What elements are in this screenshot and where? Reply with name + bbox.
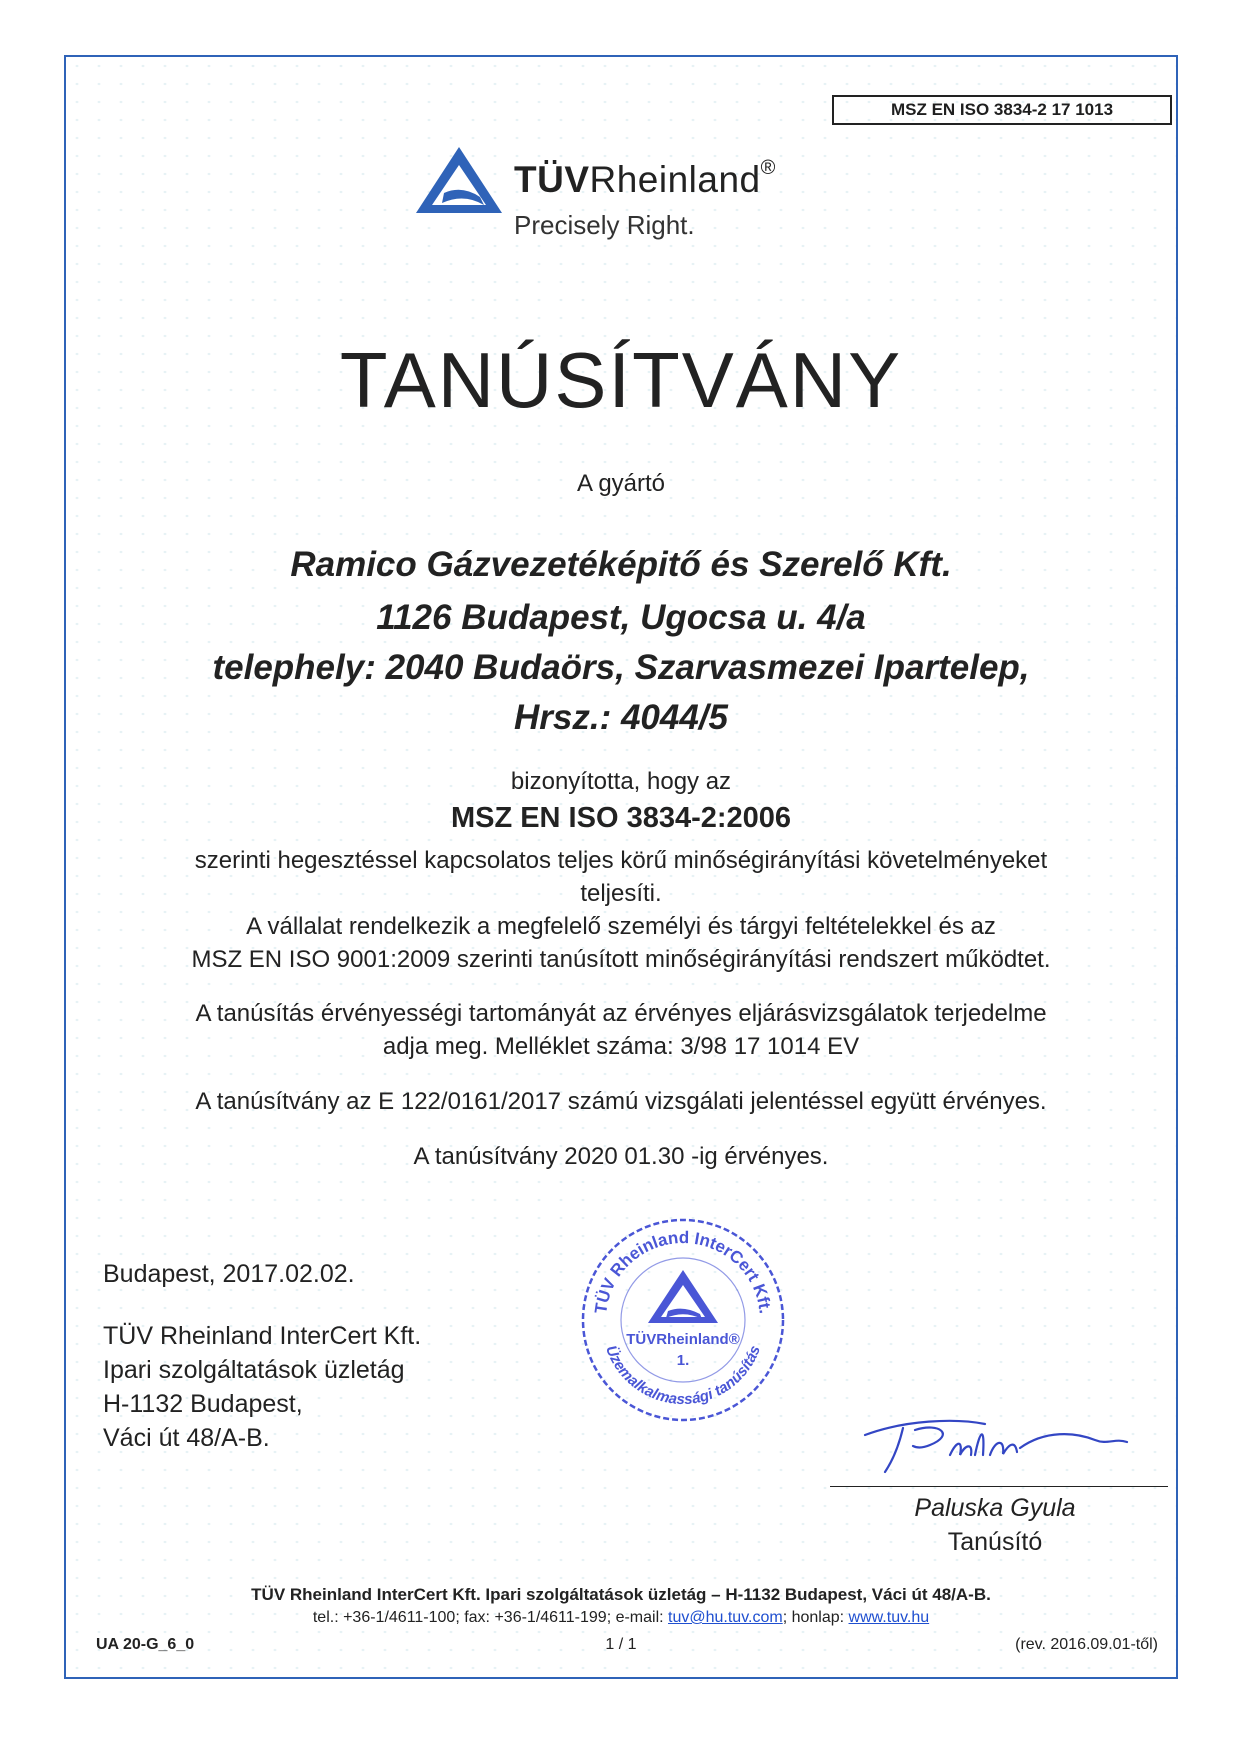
brand-name: TÜVRheinland®	[514, 157, 776, 200]
form-code: UA 20-G_6_0	[96, 1636, 195, 1653]
signer-role: Tanúsító	[947, 1528, 1043, 1556]
svg-text:TÜV Rheinland InterCert Kft.: TÜV Rheinland InterCert Kft.	[591, 1227, 775, 1315]
revision-note: (rev. 2016.09.01-től)	[1015, 1636, 1158, 1653]
company-parcel: Hrsz.: 4044/5	[513, 698, 729, 737]
tuv-logo	[414, 145, 834, 245]
signature-line	[830, 1486, 1168, 1487]
proved-text: bizonyította, hogy az	[510, 768, 732, 795]
tuv-triangle-logo-icon	[414, 145, 504, 215]
issuer-line-4: Váci út 48/A-B.	[103, 1424, 270, 1452]
company-address: 1126 Budapest, Ugocsa u. 4/a	[376, 598, 866, 637]
footer-organization: TÜV Rheinland InterCert Kft. Ipari szolgáltatások üzletág – H-1132 Budapest, Váci út 48/A-B.	[251, 1585, 991, 1604]
company-name: Ramico Gázvezetéképitő és Szerelő Kft.	[290, 545, 952, 584]
issuer-line-3: H-1132 Budapest,	[103, 1390, 303, 1418]
email-link[interactable]: tuv@hu.tuv.com	[668, 1609, 783, 1626]
svg-text:1.: 1.	[676, 1352, 690, 1369]
issuer-line-1: TÜV Rheinland InterCert Kft.	[103, 1322, 422, 1350]
paragraph-4: A tanúsítvány az E 122/0161/2017 számú vizsgálati jelentéssel együtt érvényes.	[195, 1088, 1047, 1115]
paragraph-3-line-1: A tanúsítás érvényességi tartományát az érvényes eljárásvizsgálatok terjedelme	[195, 1000, 1047, 1027]
validity-text: A tanúsítvány 2020 01.30 -ig érvényes.	[413, 1143, 829, 1170]
website-link[interactable]: www.tuv.hu	[848, 1609, 930, 1626]
page-number: 1 / 1	[605, 1636, 637, 1653]
issuer-line-2: Ipari szolgáltatások üzletág	[103, 1356, 405, 1384]
paragraph-1-line-2: teljesíti.	[580, 880, 662, 907]
svg-text:Üzemalkalmassági tanúsítás: Üzemalkalmassági tanúsítás	[602, 1343, 764, 1409]
handwritten-signature	[845, 1400, 1135, 1480]
footer-contact: tel.: +36-1/4611-100; fax: +36-1/4611-199; e-mail: tuv@hu.tuv.com; honlap: www.tuv.hu	[312, 1609, 930, 1626]
company-site: telephely: 2040 Budaörs, Szarvasmezei Ipartelep,	[212, 648, 1030, 687]
paragraph-1-line-1: szerinti hegesztéssel kapcsolatos teljes körű minőségirányítási követelményeket	[194, 847, 1048, 874]
official-seal-stamp	[578, 1215, 788, 1425]
signer-name: Paluska Gyula	[914, 1494, 1076, 1522]
standard-text: MSZ EN ISO 3834-2:2006	[450, 802, 792, 834]
paragraph-2-line-1: A vállalat rendelkezik a megfelelő személyi és tárgyi feltételekkel és az	[246, 913, 996, 940]
brand-tagline: Precisely Right.	[514, 210, 695, 240]
paragraph-2-line-2: MSZ EN ISO 9001:2009 szerinti tanúsított minőségirányítási rendszert működtet.	[191, 946, 1051, 973]
document-title: TANÚSÍTVÁNY	[339, 336, 903, 424]
intro-text: A gyártó	[576, 470, 666, 497]
svg-text:TÜVRheinland®: TÜVRheinland®	[626, 1331, 740, 1348]
place-date: Budapest, 2017.02.02.	[103, 1260, 355, 1288]
paragraph-3-line-2: adja meg. Melléklet száma: 3/98 17 1014 EV	[382, 1033, 860, 1060]
certificate-number: MSZ EN ISO 3834-2 17 1013	[832, 95, 1172, 125]
